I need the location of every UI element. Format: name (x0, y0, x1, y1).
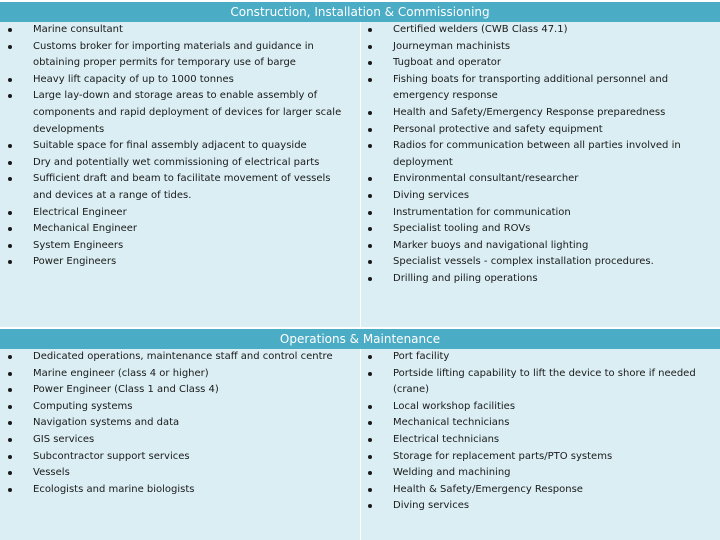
list-item-text: Port facility (393, 351, 450, 362)
list-item (6, 465, 352, 482)
list-item-text: Health and Safety/Emergency Response preparedness (393, 106, 666, 118)
construction-left-list (6, 22, 352, 271)
bullet-icon (8, 388, 12, 392)
list-item (6, 399, 352, 416)
list-item (366, 205, 712, 222)
list-item (6, 155, 352, 172)
list-item (6, 138, 352, 155)
list-item (366, 72, 712, 105)
bullet-icon (8, 405, 12, 409)
list-item-text: Dedicated operations, maintenance staff and control centre (33, 351, 333, 362)
list-item-text: Marine consultant (33, 24, 123, 35)
section-header-operations (0, 329, 720, 349)
bullet-icon (368, 455, 372, 459)
bullet-icon (368, 260, 372, 264)
section-title: Operations & Maintenance (279, 332, 441, 346)
list-item-text: Power Engineers (33, 256, 117, 268)
bullet-icon (8, 488, 12, 492)
list-item-text: Personal protective and safety equipment (393, 123, 603, 135)
list-item (366, 366, 712, 399)
operations-left-list (6, 349, 352, 498)
bullet-icon (368, 61, 372, 65)
list-item-text: Tugboat and operator (393, 57, 501, 69)
list-item (366, 482, 712, 499)
list-item (6, 39, 352, 72)
column-divider (360, 22, 361, 327)
list-item-text: Welding and machining (393, 467, 511, 479)
list-item-text: Storage for replacement parts/PTO systems (393, 450, 613, 462)
list-item-text: Diving services (393, 189, 470, 201)
list-item (366, 498, 712, 515)
list-item (366, 465, 712, 482)
bullet-icon (368, 111, 372, 115)
bullet-icon (368, 28, 372, 32)
bullet-icon (368, 277, 372, 281)
list-item (366, 399, 712, 416)
list-item (6, 221, 352, 238)
list-item (366, 105, 712, 122)
list-item-text: Diving services (393, 500, 470, 512)
bullet-icon (368, 211, 372, 215)
bullet-icon (8, 455, 12, 459)
list-item-text: Radios for communication between all parties involved in deployment (393, 140, 681, 168)
bullet-icon (8, 471, 12, 475)
list-item (6, 22, 352, 39)
list-item (6, 415, 352, 432)
list-item-text: Local workshop facilities (393, 400, 516, 412)
bullet-icon (8, 211, 12, 215)
list-item-text: Subcontractor support services (33, 450, 190, 462)
list-item-text: Marine engineer (class 4 or higher) (33, 367, 209, 379)
bullet-icon (8, 355, 12, 359)
bullet-icon (8, 372, 12, 376)
bullet-icon (368, 177, 372, 181)
list-item (6, 382, 352, 399)
list-item-text: Vessels (33, 467, 70, 479)
list-item (6, 449, 352, 466)
list-item-text: Mechanical Engineer (33, 223, 137, 235)
section-header-construction (0, 2, 720, 22)
bullet-icon (368, 128, 372, 132)
list-item-text: Mechanical technicians (393, 417, 510, 429)
bullet-icon (368, 488, 372, 492)
column-divider (360, 349, 361, 540)
construction-right-column (366, 22, 712, 288)
list-item (6, 366, 352, 383)
bullet-icon (368, 244, 372, 248)
bullet-icon (368, 227, 372, 231)
operations-right-list (366, 349, 712, 515)
list-item (366, 171, 712, 188)
list-item-text: Customs broker for importing materials and guidance in obtaining proper permits for temporary use of barge (33, 40, 314, 69)
bullet-icon (368, 421, 372, 425)
operations-left-column (6, 349, 352, 498)
bullet-icon (368, 144, 372, 148)
bullet-icon (8, 438, 12, 442)
list-item-text: Power Engineer (Class 1 and Class 4) (33, 384, 219, 396)
section-title: Construction, Installation & Commissioning (230, 5, 490, 19)
list-item (6, 171, 352, 204)
list-item-text: Certified welders (CWB Class 47.1) (393, 24, 568, 35)
list-item (6, 88, 352, 138)
list-item (6, 432, 352, 449)
bullet-icon (8, 244, 12, 248)
bullet-icon (368, 438, 372, 442)
list-item-text: Fishing boats for transporting additional personnel and emergency response (393, 73, 669, 102)
list-item (6, 205, 352, 222)
list-item-text: Journeyman machinists (393, 40, 511, 52)
list-item-text: Environmental consultant/researcher (393, 173, 579, 185)
bullet-icon (8, 94, 12, 98)
list-item (366, 349, 712, 366)
list-item-text: Heavy lift capacity of up to 1000 tonnes (33, 73, 234, 85)
bullet-icon (368, 45, 372, 49)
operations-right-column (366, 349, 712, 515)
construction-right-list (366, 22, 712, 288)
list-item (366, 254, 712, 271)
list-item (6, 349, 352, 366)
bullet-icon (368, 405, 372, 409)
list-item (6, 482, 352, 499)
bullet-icon (8, 227, 12, 231)
list-item (6, 254, 352, 271)
list-item (366, 449, 712, 466)
list-item-text: Marker buoys and navigational lighting (393, 239, 589, 251)
list-item-text: GIS services (33, 433, 95, 445)
list-item-text: Large lay-down and storage areas to enable assembly of components and rapid deployment of devices for larger scale developments (33, 90, 342, 135)
bullet-icon (8, 177, 12, 181)
list-item-text: Sufficient draft and beam to facilitate movement of vessels and devices at a range of tides. (33, 173, 331, 201)
bullet-icon (368, 471, 372, 475)
construction-left-column (6, 22, 352, 271)
list-item-text: Portside lifting capability to lift the device to shore if needed (crane) (393, 367, 696, 396)
list-item (366, 55, 712, 72)
list-item (6, 238, 352, 255)
list-item-text: Ecologists and marine biologists (33, 483, 195, 495)
bullet-icon (368, 372, 372, 376)
list-item-text: System Engineers (33, 239, 124, 251)
list-item (366, 122, 712, 139)
list-item-text: Suitable space for final assembly adjacent to quayside (33, 140, 307, 152)
list-item-text: Computing systems (33, 400, 133, 412)
bullet-icon (8, 144, 12, 148)
list-item-text: Electrical Engineer (33, 206, 127, 218)
list-item-text: Navigation systems and data (33, 417, 180, 429)
bullet-icon (8, 421, 12, 425)
list-item (366, 39, 712, 56)
bullet-icon (368, 504, 372, 508)
list-item-text: Electrical technicians (393, 433, 500, 445)
bullet-icon (8, 28, 12, 32)
bullet-icon (8, 260, 12, 264)
list-item (366, 432, 712, 449)
list-item (366, 238, 712, 255)
list-item-text: Dry and potentially wet commissioning of electrical parts (33, 156, 320, 168)
list-item-text: Drilling and piling operations (393, 272, 538, 284)
list-item-text: Health & Safety/Emergency Response (393, 483, 583, 495)
list-item (366, 188, 712, 205)
bullet-icon (368, 78, 372, 82)
list-item-text: Specialist vessels - complex installation procedures. (393, 256, 654, 268)
list-item (366, 271, 712, 288)
list-item-text: Specialist tooling and ROVs (393, 223, 531, 235)
bullet-icon (8, 161, 12, 165)
bullet-icon (368, 194, 372, 198)
list-item (366, 415, 712, 432)
list-item (366, 221, 712, 238)
list-item (6, 72, 352, 89)
list-item-text: Instrumentation for communication (393, 206, 571, 218)
list-item (366, 138, 712, 171)
bullet-icon (368, 355, 372, 359)
bullet-icon (8, 45, 12, 49)
list-item (366, 22, 712, 39)
bullet-icon (8, 78, 12, 82)
